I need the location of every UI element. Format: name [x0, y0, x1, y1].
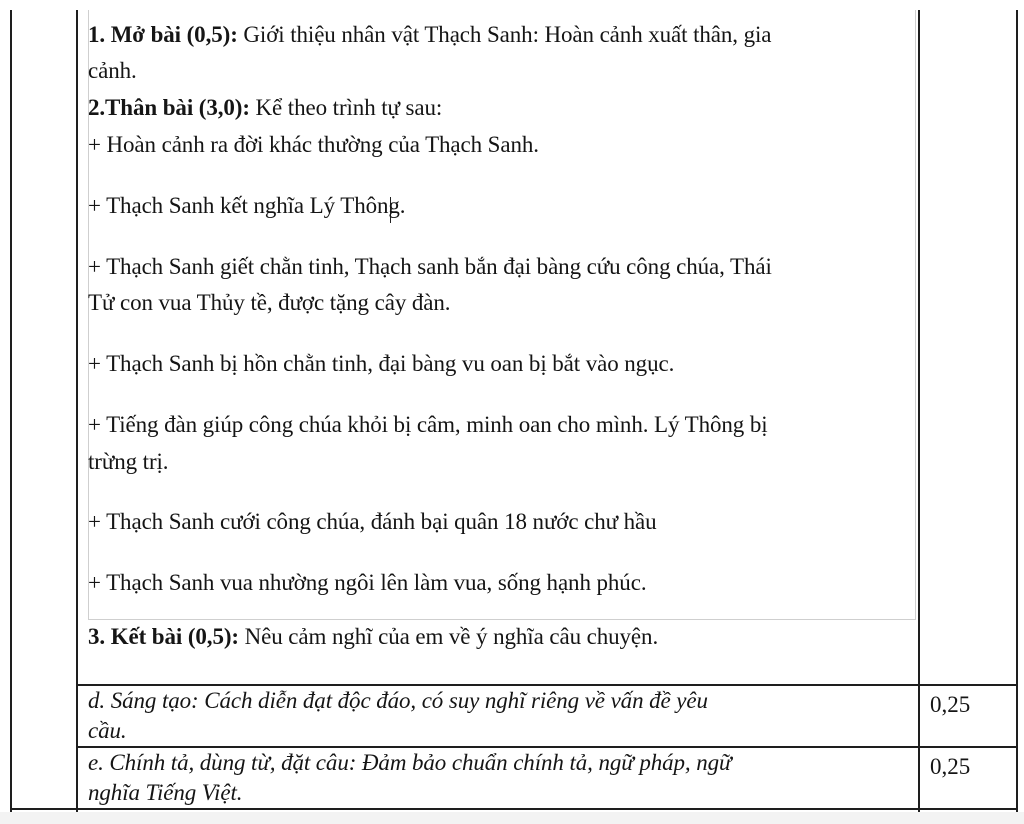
body-line: [88, 91, 442, 125]
event-1: + Hoàn cảnh ra đời khác thường của Thạch Sanh.: [88, 132, 539, 157]
intro-line-2: cảnh.: [88, 58, 137, 83]
column-divider-1: [76, 10, 78, 812]
creativity-score: 0,25: [930, 692, 971, 717]
spelling-criterion-line-1: e. Chính tả, dùng từ, đặt câu: Đảm bảo chuẩn chính tả, ngữ pháp, ngữ: [88, 750, 732, 775]
conclusion-text: Nêu cảm nghĩ của em về ý nghĩa câu chuyện.: [238, 624, 659, 649]
conclusion-heading: 3. Kết bài (0,5):: [88, 624, 239, 649]
spelling-score: 0,25: [930, 754, 971, 779]
body-text: Kể theo trình tự sau:: [249, 95, 443, 120]
event-5-line-1: + Tiếng đàn giúp công chúa khỏi bị câm, minh oan cho mình. Lý Thông bị: [88, 412, 768, 437]
creativity-criterion-line-1: d. Sáng tạo: Cách diễn đạt độc đáo, có suy nghĩ riêng về vấn đề yêu: [88, 688, 708, 713]
event-2: + Thạch Sanh kết nghĩa Lý Thông.: [88, 193, 406, 218]
event-7: + Thạch Sanh vua nhường ngôi lên làm vua, sống hạnh phúc.: [88, 570, 647, 595]
event-3-line-2: Tử con vua Thủy tề, được tặng cây đàn.: [88, 290, 451, 315]
event-4: + Thạch Sanh bị hồn chằn tinh, đại bàng vu oan bị bắt vào ngục.: [88, 351, 675, 376]
conclusion-line: [88, 620, 658, 654]
creativity-criterion-line-2: cầu.: [88, 718, 127, 743]
event-5-line-2: trừng trị.: [88, 449, 169, 474]
event-3-line-1: + Thạch Sanh giết chằn tinh, Thạch sanh bắn đại bàng cứu công chúa, Thái: [88, 254, 772, 279]
table-bottom-border: [10, 808, 1018, 810]
intro-heading: 1. Mở bài (0,5):: [88, 22, 238, 47]
event-6: + Thạch Sanh cưới công chúa, đánh bại quân 18 nước chư hầu: [88, 509, 657, 534]
table-right-border: [1016, 10, 1018, 812]
body-heading: 2.Thân bài (3,0):: [88, 95, 250, 120]
spelling-criterion-line-2: nghĩa Tiếng Việt.: [88, 780, 243, 805]
column-divider-2: [918, 10, 920, 812]
table-left-border: [10, 10, 12, 812]
intro-text: Giới thiệu nhân vật Thạch Sanh: Hoàn cảnh xuất thân, gia: [237, 22, 772, 47]
intro-line: [88, 18, 771, 52]
